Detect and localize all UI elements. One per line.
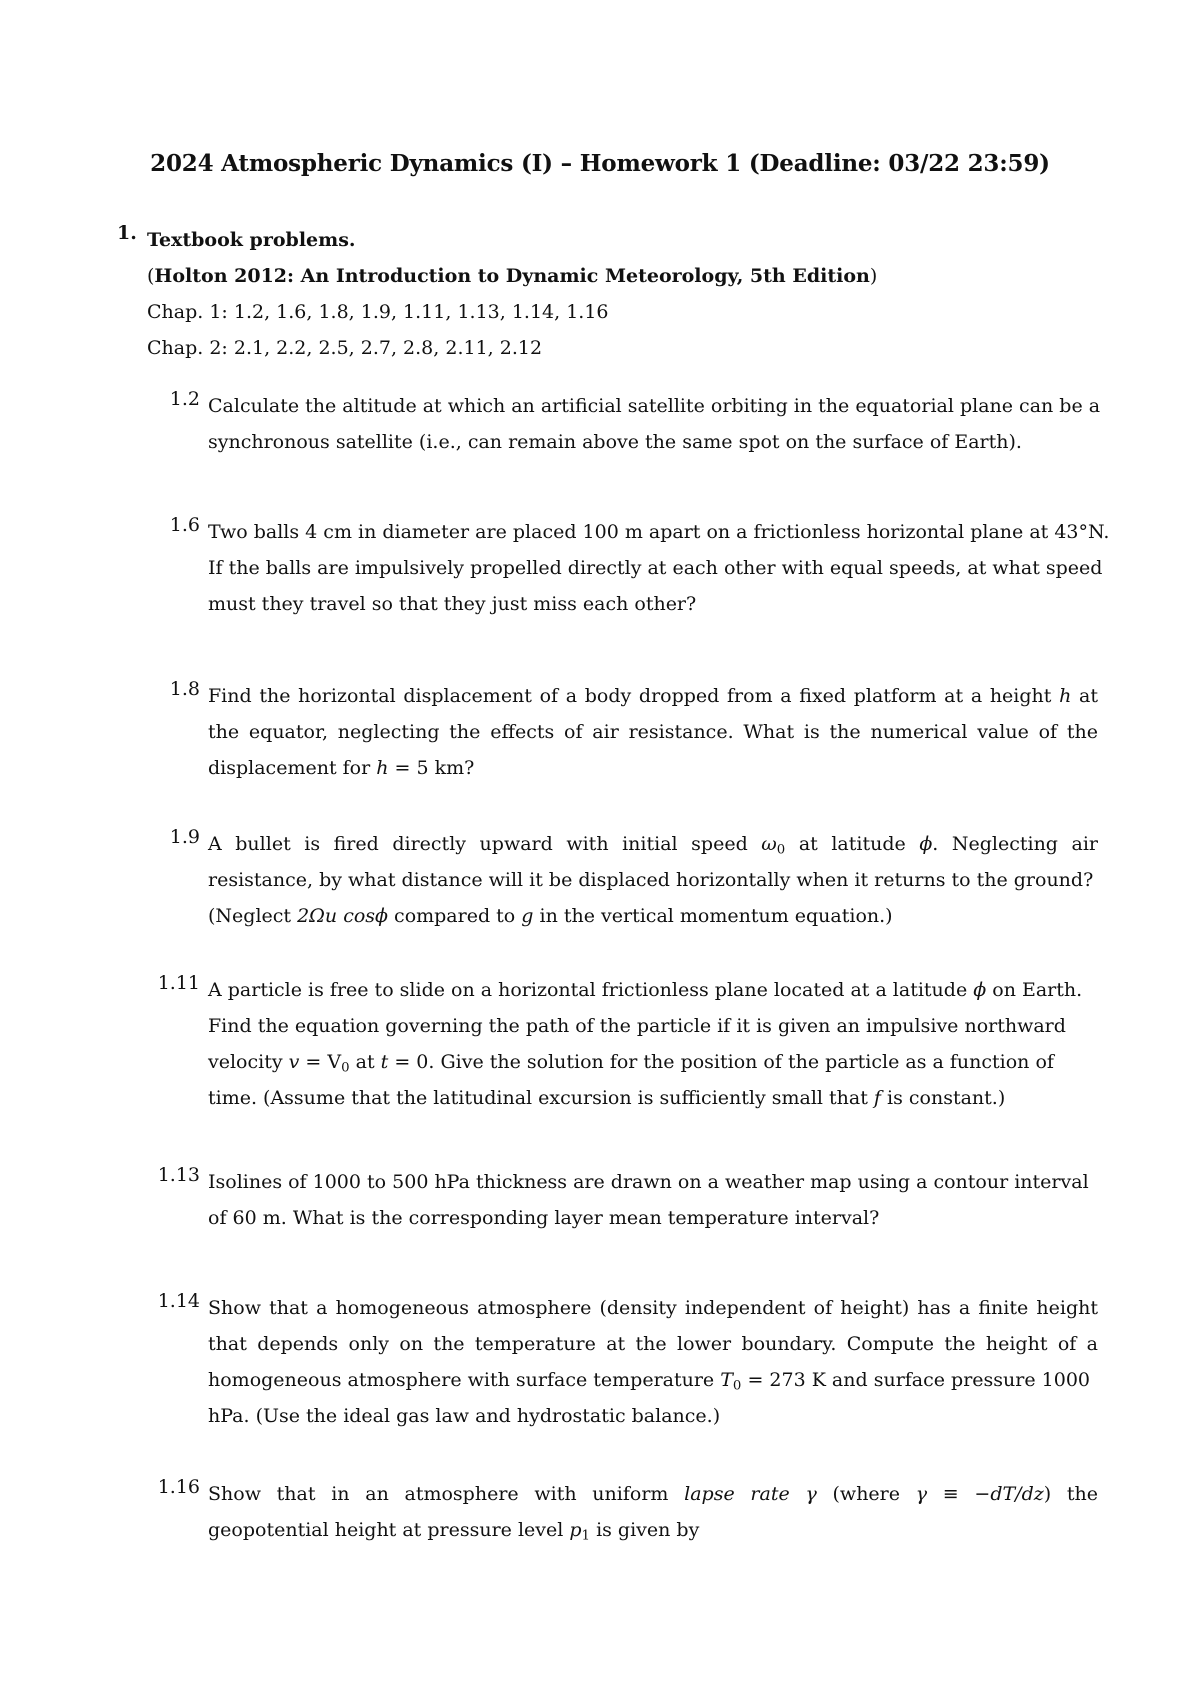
problem-number: 1.6 [169,514,200,536]
problem-text: Isolines of 1000 to 500 hPa thickness are drawn on a weather map using a contour interval of 60 m. What is the corresponding layer mean temperature interval? [208,1171,1089,1229]
textbook-reference: (Holton 2012: An Introduction to Dynamic Meteorology, 5th Edition) [147,265,878,287]
section-number: 1. [117,222,137,244]
problem-number: 1.2 [169,388,200,410]
problem-number: 1.9 [169,826,200,848]
section-heading-text: Textbook problems. [147,229,356,251]
problem-number: 1.16 [157,1476,200,1498]
problem-text: Find the horizontal displacement of a body dropped from a fixed platform at a height h at the equator, neglecting the effects of air resistance. What is the numerical value of the displacement for h = 5 km? [208,685,1099,779]
problem-text: Calculate the altitude at which an artificial satellite orbiting in the equatorial plane can be a synchronous satellite (i.e., can remain above the same spot on the surface of Earth). [208,395,1101,453]
problem-text: Show that in an atmosphere with uniform lapse rate γ (where γ ≡ −dT/dz) the geopotential height at pressure level $p_1$ is given by [208,1483,1098,1544]
problem-text: A particle is free to slide on a horizontal frictionless plane located at a latitude ϕ on Earth. Find the equation governing the path of the particle if it is given an impulsive northward velocity $v = V_0$ at t = 0. Give the solution for the position of the particle as a function of time. (Assume that the latitudinal excursion is sufficiently small that f is constant.) [208,979,1083,1109]
problem-number: 1.14 [157,1290,200,1312]
problem-number: 1.11 [157,972,200,994]
problem-text: Two balls 4 cm in diameter are placed 100 m apart on a frictionless horizontal plane at 43°N. If the balls are impulsively propelled directly at each other with equal speeds, at what speed must they travel so that they just miss each other? [208,521,1110,615]
section-1-heading [117,222,148,244]
problem-text: Show that a homogeneous atmosphere (density independent of height) has a finite height that depends only on the temperature at the lower boundary. Compute the height of a homogeneous atmosphere with surface temperature $T_0 = 273$ K and surface pressure 1000 hPa. (Use the ideal gas law and hydrostatic balance.) [208,1297,1098,1427]
section-1-body [147,222,877,366]
chapter-2-list: Chap. 2: 2.1, 2.2, 2.5, 2.7, 2.8, 2.11, 2.12 [147,337,543,359]
chapter-1-list: Chap. 1: 1.2, 1.6, 1.8, 1.9, 1.11, 1.13, 1.14, 1.16 [147,301,609,323]
problem-text: A bullet is fired directly upward with initial speed $\omega_0$ at latitude ϕ. Neglecting air resistance, by what distance will it be displaced horizontally when it returns to the ground? (Neglect 2Ωu cosϕ compared to g in the vertical momentum equation.) [208,833,1099,927]
document-title: 2024 Atmospheric Dynamics (I) – Homework 1 (Deadline: 03/22 23:59) [150,150,1050,177]
problem-number: 1.13 [157,1164,200,1186]
problem-number: 1.8 [169,678,200,700]
